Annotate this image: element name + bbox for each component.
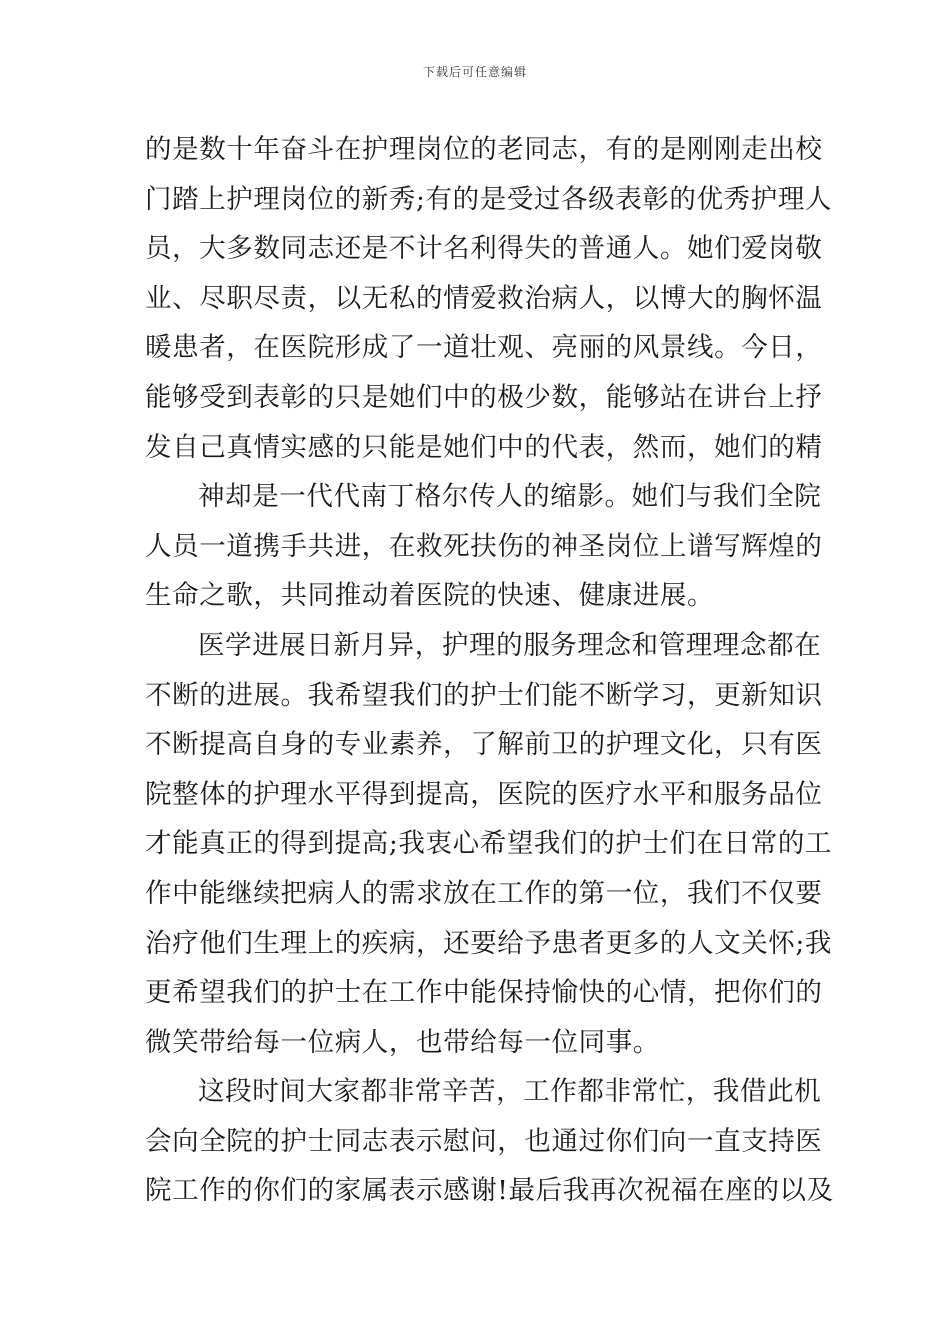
text-line: 能够受到表彰的只是她们中的极少数，能够站在讲台上抒 bbox=[145, 381, 823, 413]
text-line: 不断提高自身的专业素养，了解前卫的护理文化，只有医 bbox=[145, 729, 823, 761]
text-line: 发自己真情实感的只能是她们中的代表，然而，她们的精 bbox=[145, 431, 823, 463]
text-line: 的是数十年奋斗在护理岗位的老同志，有的是刚刚走出校 bbox=[145, 134, 823, 165]
text-line: 员，大多数同志还是不计名利得失的普通人。她们爱岗敬 bbox=[145, 233, 823, 265]
document-body bbox=[145, 125, 834, 1216]
text-line: 微笑带给每一位病人，也带给每一位同事。 bbox=[145, 1026, 660, 1058]
text-line: 治疗他们生理上的疾病，还要给予患者更多的人文关怀;我 bbox=[145, 927, 833, 959]
paragraph-first-line: 这段时间大家都非常辛苦，工作都非常忙，我借此机 bbox=[198, 1076, 822, 1108]
text-line: 业、尽职尽责，以无私的情爱救治病人，以博大的胸怀温 bbox=[145, 282, 823, 314]
text-line: 门踏上护理岗位的新秀;有的是受过各级表彰的优秀护理人 bbox=[145, 183, 833, 215]
text-line: 更希望我们的护士在工作中能保持愉快的心情，把你们的 bbox=[145, 977, 823, 1009]
text-line: 作中能继续把病人的需求放在工作的第一位，我们不仅要 bbox=[145, 877, 823, 909]
text-line: 暖患者，在医院形成了一道壮观、亮丽的风景线。今日， bbox=[145, 332, 823, 364]
text-line: 院工作的你们的家属表示感谢!最后我再次祝福在座的以及 bbox=[145, 1175, 834, 1207]
page-header: 下载后可任意编辑 bbox=[422, 65, 527, 79]
text-line: 才能真正的得到提高;我衷心希望我们的护士们在日常的工 bbox=[145, 828, 833, 860]
text-line: 会向全院的护士同志表示慰问，也通过你们向一直支持医 bbox=[145, 1125, 823, 1157]
paragraph-first-line: 神却是一代代南丁格尔传人的缩影。她们与我们全院 bbox=[198, 481, 822, 513]
text-line: 不断的进展。我希望我们的护士们能不断学习，更新知识 bbox=[145, 679, 823, 711]
text-line: 生命之歌，共同推动着医院的快速、健康进展。 bbox=[145, 580, 715, 612]
text-line: 人员一道携手共进，在救死扶伤的神圣岗位上谱写辉煌的 bbox=[145, 530, 823, 562]
text-line: 院整体的护理水平得到提高，医院的医疗水平和服务品位 bbox=[145, 778, 823, 810]
paragraph-first-line: 医学进展日新月异，护理的服务理念和管理理念都在 bbox=[198, 629, 822, 661]
